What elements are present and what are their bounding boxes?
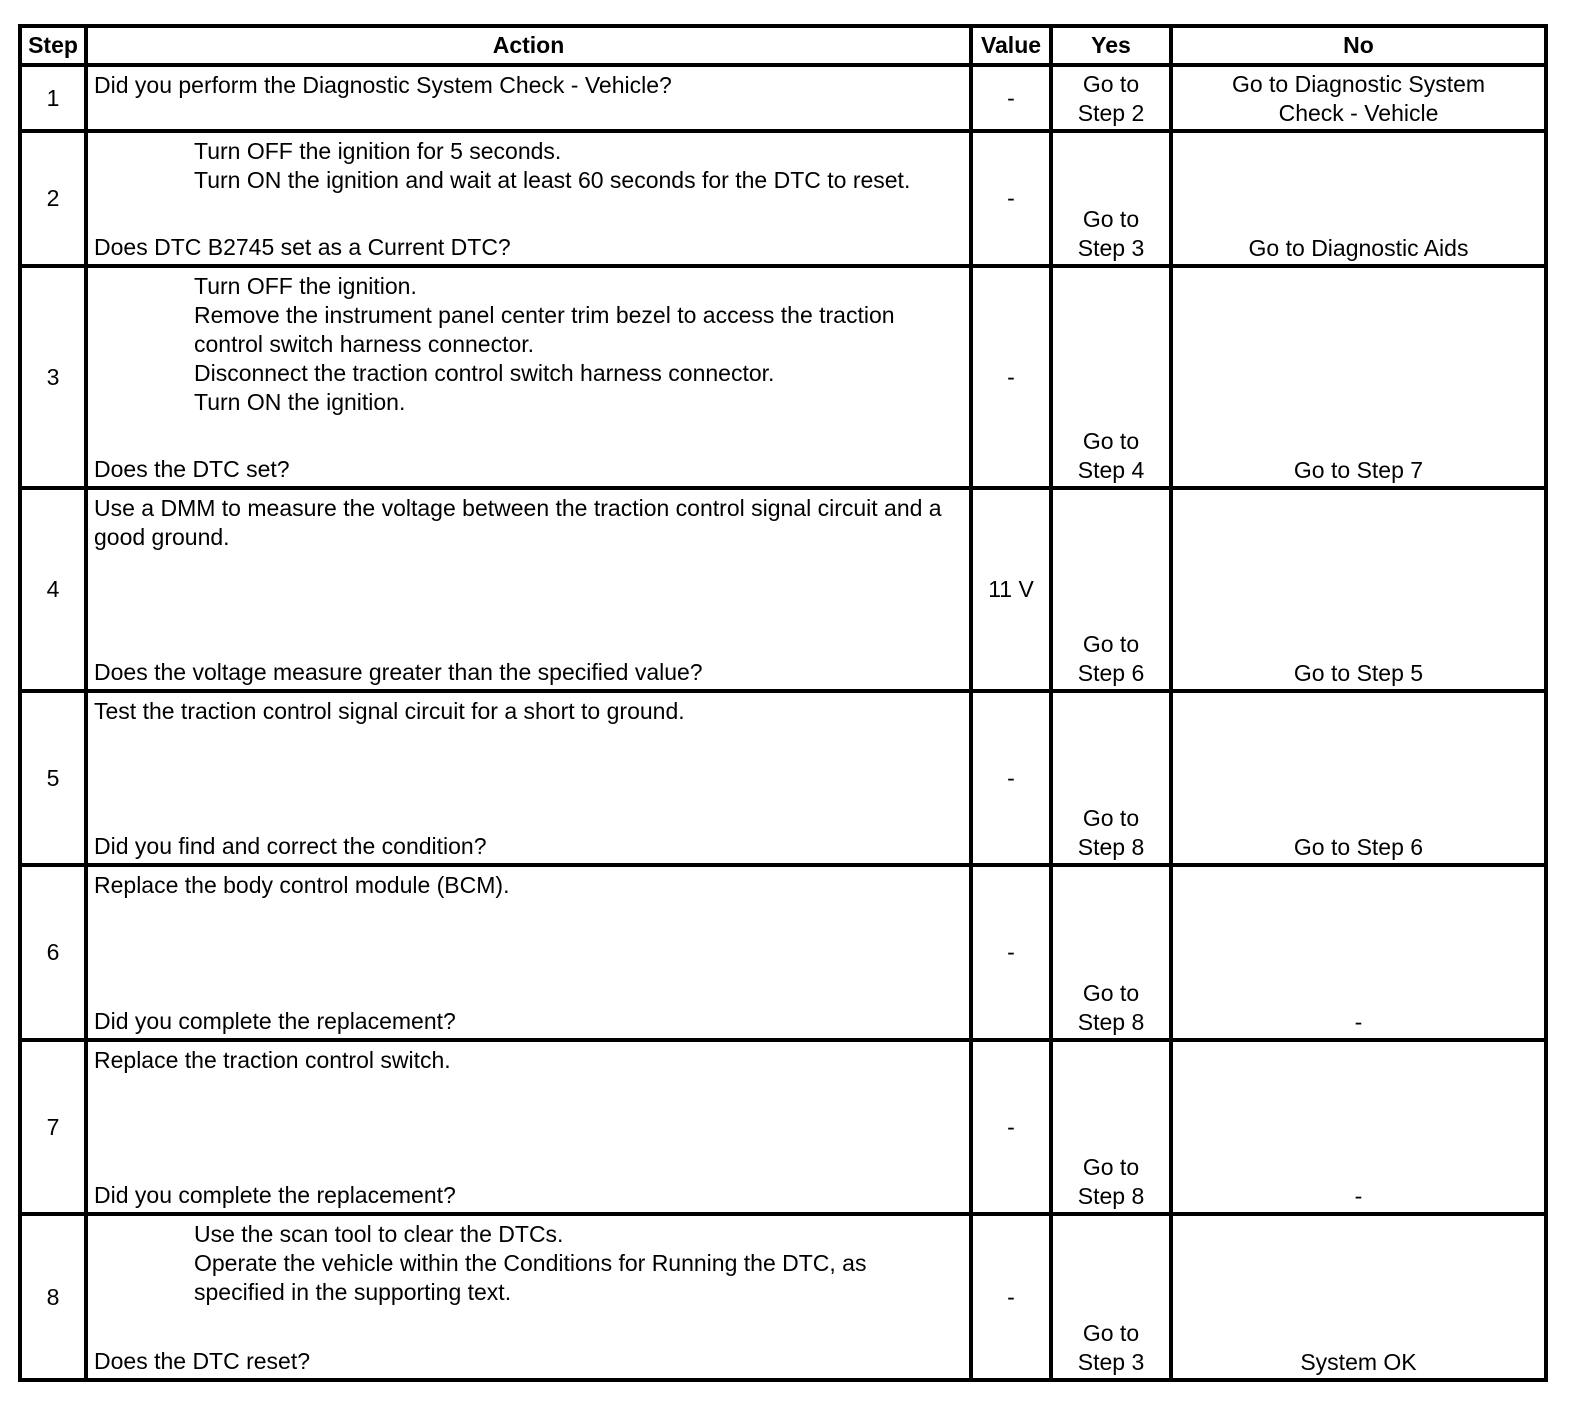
action-substep: Use the scan tool to clear the DTCs.: [194, 1221, 564, 1247]
action-question: Does the DTC set?: [94, 456, 290, 482]
table-row: [20, 1214, 1546, 1380]
table-row: [20, 1040, 1546, 1214]
no-cell: [1171, 65, 1546, 131]
yes-line: Go to: [1082, 631, 1140, 657]
yes-line: Go to: [1082, 428, 1140, 454]
table-body: [20, 65, 1546, 1380]
action-question: Did you complete the replacement?: [94, 1182, 456, 1208]
action-content: [88, 867, 969, 1038]
value-cell: -: [971, 266, 1051, 488]
yes-line: Go to: [1082, 805, 1140, 831]
action-question: Did you complete the replacement?: [94, 1008, 456, 1034]
action-instructions: [94, 71, 963, 127]
action-content: [88, 268, 969, 486]
action-instructions: [94, 1220, 963, 1347]
action-question: Does the voltage measure greater than the specified value?: [94, 659, 703, 685]
action-instructions: [94, 272, 963, 455]
action-instructions: [94, 137, 963, 233]
value-cell: -: [971, 865, 1051, 1040]
action-cell: [86, 865, 971, 1040]
step-number: 4: [20, 488, 86, 691]
action-content: [88, 1216, 969, 1378]
table-row: [20, 131, 1546, 266]
no-cell: [1171, 691, 1546, 865]
yes-line: Step 8: [1077, 834, 1145, 860]
action-text: Replace the body control module (BCM).: [94, 872, 510, 898]
action-question: Does DTC B2745 set as a Current DTC?: [94, 234, 511, 260]
yes-line: Step 8: [1077, 1183, 1145, 1209]
yes-line: Go to: [1082, 980, 1140, 1006]
header-value: Value: [971, 26, 1051, 65]
header-yes: Yes: [1051, 26, 1171, 65]
no-line: System OK: [1300, 1349, 1417, 1375]
yes-line: Step 4: [1077, 457, 1145, 483]
yes-line: Go to: [1082, 1320, 1140, 1346]
value-cell: -: [971, 691, 1051, 865]
no-cell: [1171, 131, 1546, 266]
header-row: [20, 26, 1546, 65]
step-number: 5: [20, 691, 86, 865]
no-line: Go to Diagnostic Aids: [1248, 235, 1469, 261]
step-number: 6: [20, 865, 86, 1040]
no-line: Go to Step 7: [1293, 457, 1424, 483]
no-line: Check - Vehicle: [1278, 100, 1439, 126]
yes-cell: [1051, 488, 1171, 691]
no-cell: [1171, 865, 1546, 1040]
no-line: Go to Step 6: [1293, 834, 1424, 860]
value-cell: -: [971, 65, 1051, 131]
step-number: 2: [20, 131, 86, 266]
table-row: [20, 691, 1546, 865]
no-line: -: [1354, 1009, 1363, 1035]
yes-cell: [1051, 865, 1171, 1040]
yes-line: Step 3: [1077, 235, 1145, 261]
no-cell: [1171, 488, 1546, 691]
value-cell: -: [971, 131, 1051, 266]
no-cell: [1171, 1040, 1546, 1214]
header-no: No: [1171, 26, 1546, 65]
header-step: Step: [20, 26, 86, 65]
yes-line: Step 6: [1077, 660, 1145, 686]
yes-cell: [1051, 131, 1171, 266]
yes-line: Step 2: [1077, 100, 1145, 126]
action-text: Did you perform the Diagnostic System Check - Vehicle?: [94, 72, 672, 98]
action-substep: Remove the instrument panel center trim bezel to access the traction control switch harness connector.: [194, 302, 895, 357]
step-number: 1: [20, 65, 86, 131]
diagnostic-table: [18, 24, 1548, 1382]
action-instructions: [94, 871, 963, 1007]
no-line: -: [1354, 1183, 1363, 1209]
action-question: Did you find and correct the condition?: [94, 833, 487, 859]
action-cell: [86, 691, 971, 865]
action-content: [88, 67, 969, 129]
action-cell: [86, 1214, 971, 1380]
yes-cell: [1051, 65, 1171, 131]
yes-cell: [1051, 266, 1171, 488]
action-text: Use a DMM to measure the voltage between the traction control signal circuit and a good ground.: [94, 495, 942, 550]
action-text: Test the traction control signal circuit for a short to ground.: [94, 698, 685, 724]
yes-cell: [1051, 691, 1171, 865]
step-number: 7: [20, 1040, 86, 1214]
action-instructions: [94, 1046, 963, 1181]
yes-cell: [1051, 1214, 1171, 1380]
value-cell: -: [971, 1040, 1051, 1214]
action-instructions: [94, 494, 963, 658]
action-content: [88, 133, 969, 264]
action-cell: [86, 131, 971, 266]
yes-line: Step 3: [1077, 1349, 1145, 1375]
yes-line: Go to: [1082, 1154, 1140, 1180]
action-question: Does the DTC reset?: [94, 1348, 311, 1374]
no-line: Go to Step 5: [1293, 660, 1424, 686]
action-instructions: [94, 697, 963, 832]
action-cell: [86, 266, 971, 488]
action-substep: Turn ON the ignition and wait at least 60 seconds for the DTC to reset.: [194, 167, 911, 193]
action-substep: Turn OFF the ignition for 5 seconds.: [194, 138, 562, 164]
table-row: [20, 65, 1546, 131]
header-action: Action: [86, 26, 971, 65]
action-substep: Turn ON the ignition.: [194, 389, 406, 415]
yes-line: Go to: [1082, 71, 1140, 97]
step-number: 8: [20, 1214, 86, 1380]
action-cell: [86, 488, 971, 691]
action-substep: Disconnect the traction control switch harness connector.: [194, 360, 775, 386]
action-content: [88, 693, 969, 863]
action-substep: Turn OFF the ignition.: [194, 273, 417, 299]
no-cell: [1171, 1214, 1546, 1380]
action-content: [88, 1042, 969, 1212]
table-row: [20, 266, 1546, 488]
table-row: [20, 865, 1546, 1040]
action-substep: Operate the vehicle within the Conditions for Running the DTC, as specified in the supporting text.: [194, 1250, 867, 1305]
yes-line: Step 8: [1077, 1009, 1145, 1035]
yes-line: Go to: [1082, 206, 1140, 232]
table-row: [20, 488, 1546, 691]
action-cell: [86, 65, 971, 131]
action-text: Replace the traction control switch.: [94, 1047, 451, 1073]
step-number: 3: [20, 266, 86, 488]
value-cell: 11 V: [971, 488, 1051, 691]
action-cell: [86, 1040, 971, 1214]
no-line: Go to Diagnostic System: [1231, 71, 1486, 97]
yes-cell: [1051, 1040, 1171, 1214]
no-cell: [1171, 266, 1546, 488]
action-content: [88, 490, 969, 689]
value-cell: -: [971, 1214, 1051, 1380]
